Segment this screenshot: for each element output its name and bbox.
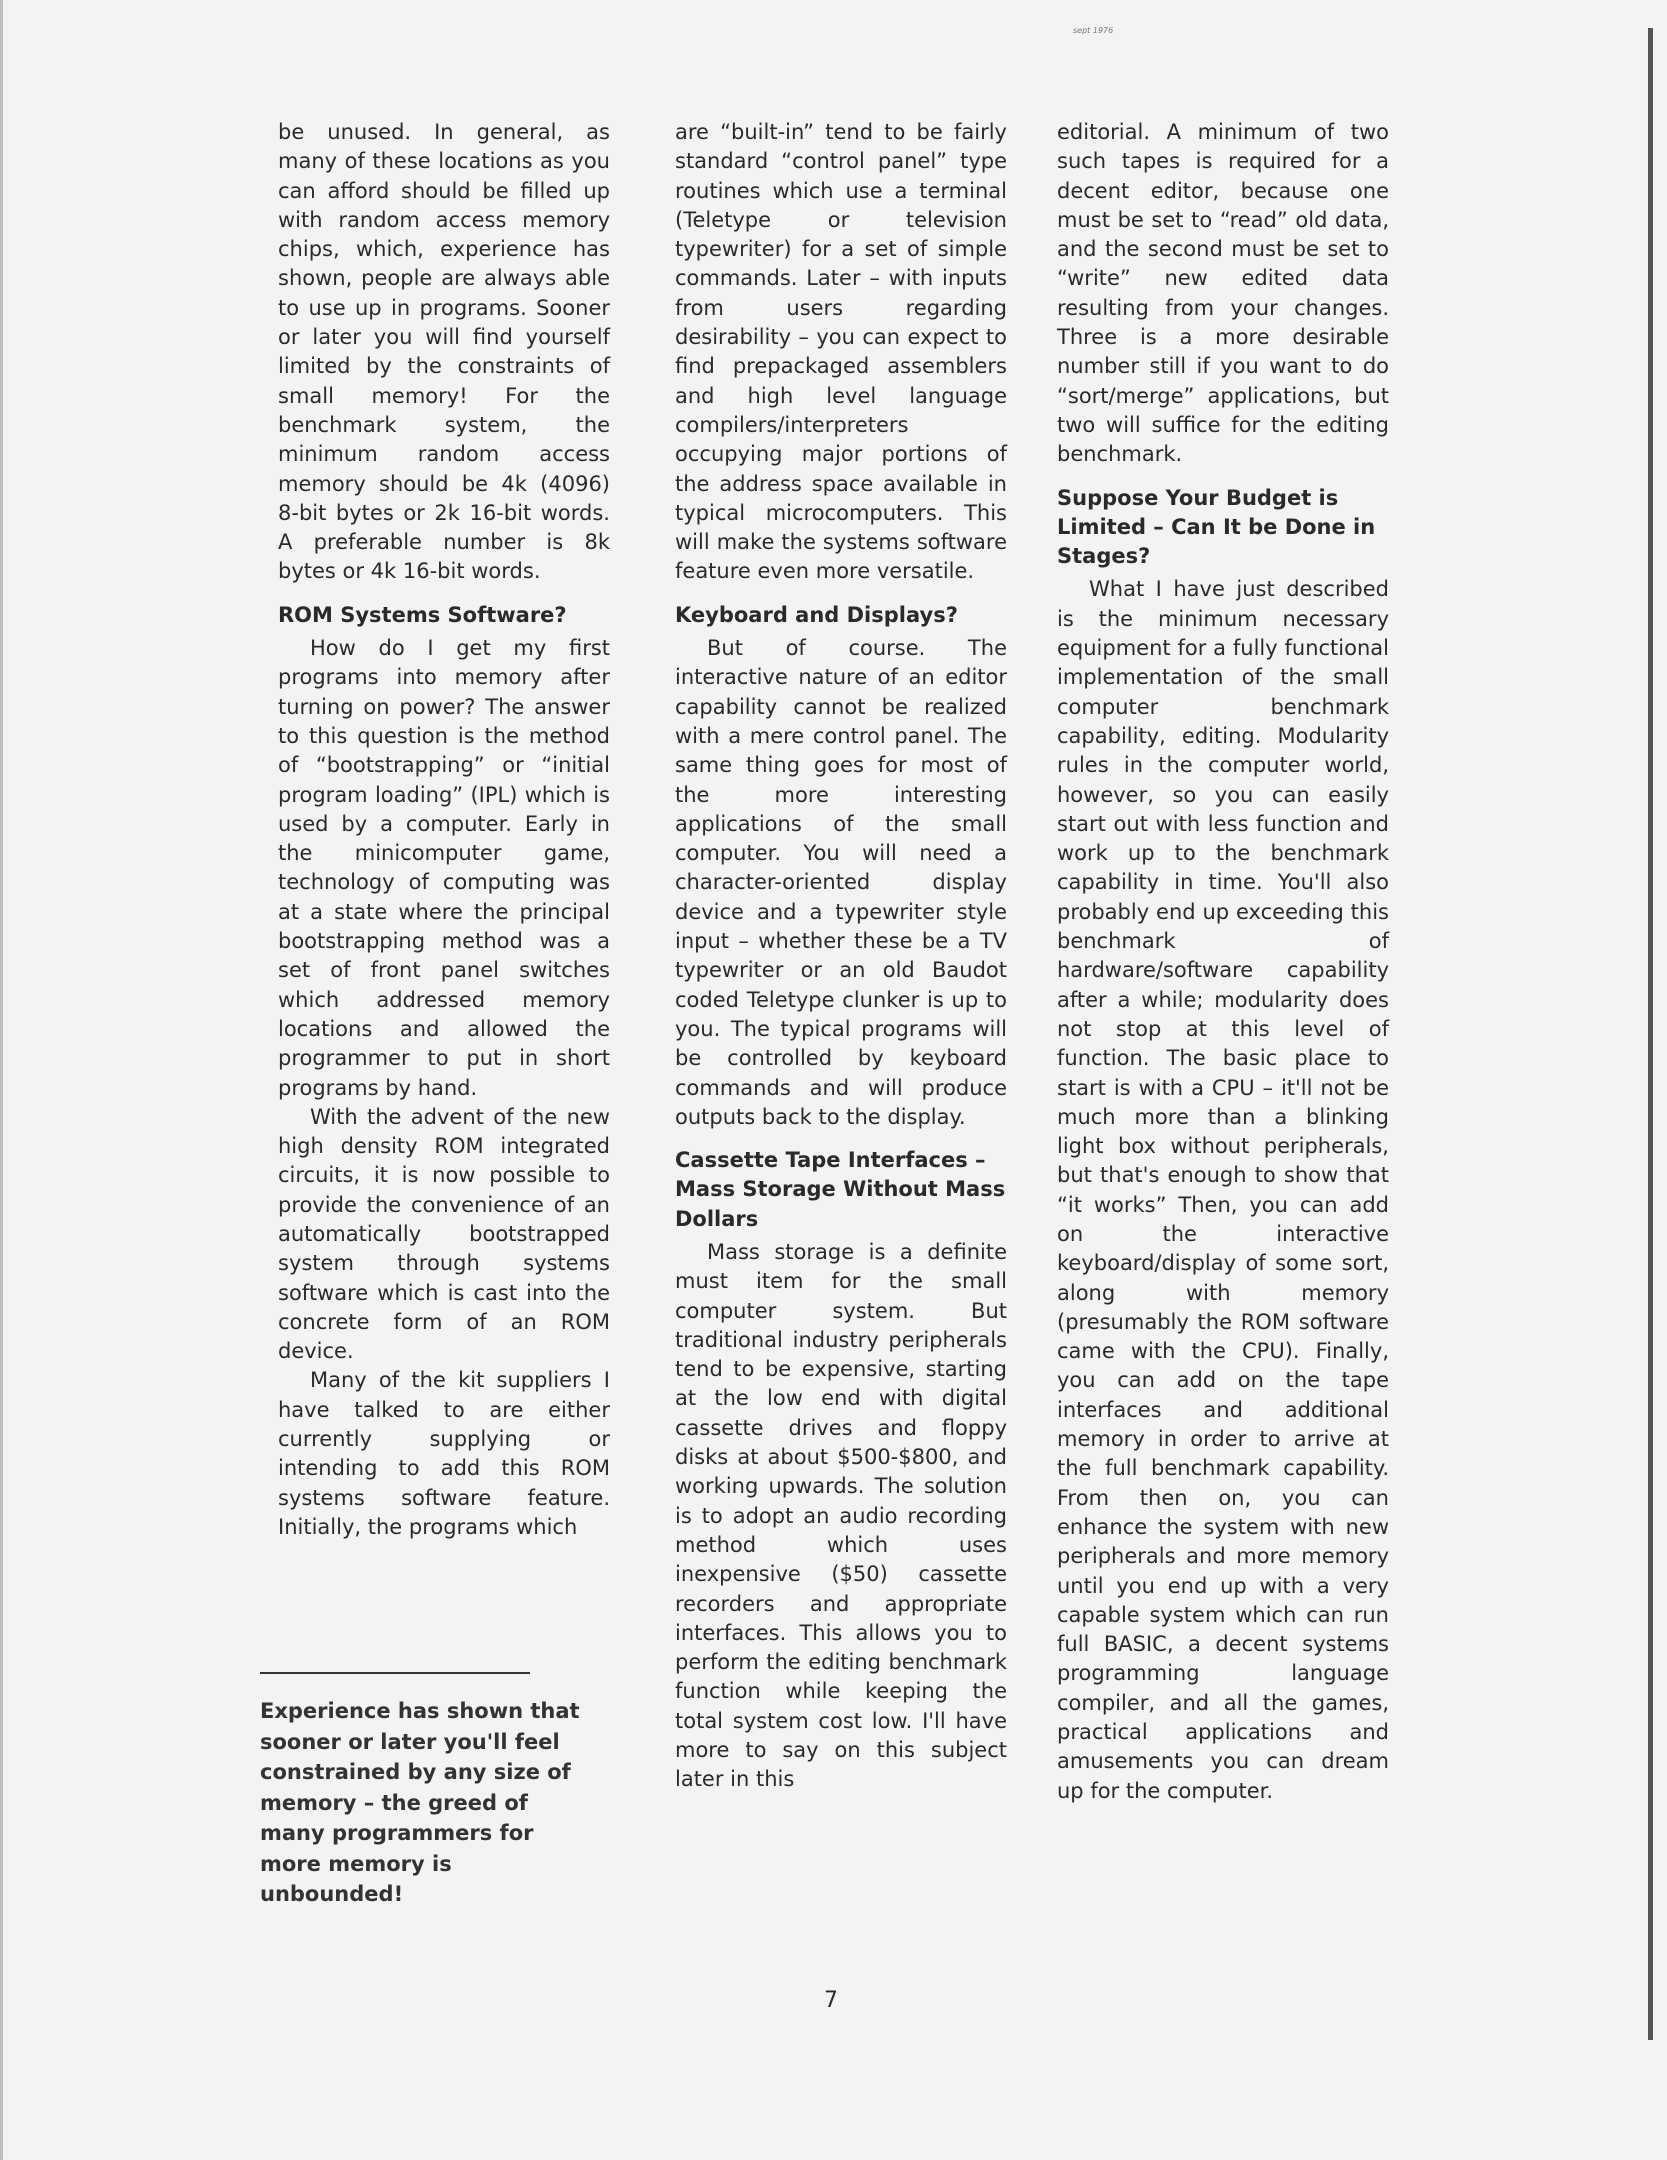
page-left-edge [0, 0, 3, 2160]
pull-quote [260, 1672, 580, 1910]
column-1 [278, 118, 610, 1542]
paragraph: editorial. A minimum of two such tapes is required for a decent editor, because one must be set to “read” old data, and the second must be set to “write” new edited data resulting from your changes. Three is a more desirable number still if you want to do “sort/merge” applications, but two will suffice for the editing benchmark. [1057, 120, 1389, 467]
column-3 [1057, 118, 1389, 1806]
page-number: 7 [824, 1988, 838, 2013]
paragraph: With the advent of the new high density ROM integrated circuits, it is now possible to provide the convenience of an automatically bootstrapped system through systems software which is cast into the concrete form of an ROM device. [278, 1104, 610, 1364]
handwritten-annotation: sept 1976 [1073, 26, 1114, 35]
paragraph: Many of the kit suppliers I have talked to are either currently supplying or intending to add this ROM systems software feature. Initially, the programs which [278, 1368, 610, 1539]
section-heading: Keyboard and Displays? [675, 602, 958, 627]
paragraph: What I have just described is the minimum necessary equipment for a fully functional implementation of the small computer benchmark capability, editing. Modularity rules in the computer world, however, so you can easily start out with less function and work up to the benchmark capability in time. You'll also probably end up exceeding this benchmark of hardware/software capability after a while; modularity does not stop at this level of function. The basic place to start is with a CPU – it'll not be much more than a blinking light box without peripherals, but that's enough to show that “it works” Then, you can add on the interactive keyboard/display of some sort, along with memory (presumably the ROM software came with the CPU). Finally, you can add on the tape interfaces and additional memory in order to arrive at the full benchmark capability. From then on, you can enhance the system with new peripherals and more memory until you end up with a very capable system which can run full BASIC, a decent systems programming language compiler, and all the games, practical applications and amusements you can dream up for the computer. [1057, 577, 1389, 1803]
section-heading: Suppose Your Budget is Limited – Can It be Done in Stages? [1057, 485, 1376, 569]
page-right-edge [1648, 28, 1653, 2040]
pull-quote-text: Experience has shown that sooner or later you'll feel constrained by any size of memory – the greed of many programmers for more memory is unbounded! [260, 1699, 580, 1906]
section-heading: Cassette Tape Interfaces – Mass Storage Without Mass Dollars [675, 1148, 1006, 1231]
pull-quote-rule [260, 1672, 530, 1674]
paragraph: How do I get my first programs into memory after turning on power? The answer to this question is the method of “bootstrapping” or “initial program loading” (IPL) which is used by a computer. Early in the minicomputer game, technology of computing was at a state where the principal bootstrapping method was a set of front panel switches which addressed memory locations and allowed the programmer to put in short programs by hand. [278, 636, 610, 1100]
paragraph: But of course. The interactive nature of an editor capability cannot be realized with a mere control panel. The same thing goes for most of the more interesting applications of the small computer. You will need a character-oriented display device and a typewriter style input – whether these be a TV typewriter or an old Baudot coded Teletype clunker is up to you. The typical programs will be controlled by keyboard commands and will produce outputs back to the display. [675, 636, 1007, 1129]
paragraph: are “built-in” tend to be fairly standard “control panel” type routines which use a terminal (Teletype or television typewriter) for a set of simple commands. Later – with inputs from users regarding desirability – you can expect to find prepackaged assemblers and high level language compilers/interpreters occupying major portions of the address space available in typical microcomputers. This will make the systems software feature even more versatile. [675, 120, 1007, 584]
section-heading: ROM Systems Software? [278, 602, 567, 627]
column-2 [675, 118, 1007, 1795]
paragraph: Mass storage is a definite must item for the small computer system. But traditional industry peripherals tend to be expensive, starting at the low end with digital cassette drives and floppy disks at about $500-$800, and working upwards. The solution is to adopt an audio recording method which uses inexpensive ($50) cassette recorders and appropriate interfaces. This allows you to perform the editing benchmark function while keeping the total system cost low. I'll have more to say on this subject later in this [675, 1239, 1007, 1792]
paragraph: be unused. In general, as many of these locations as you can afford should be filled up with random access memory chips, which, experience has shown, people are always able to use up in programs. Sooner or later you will find yourself limited by the constraints of small memory! For the benchmark system, the minimum random access memory should be 4k (4096) 8-bit bytes or 2k 16-bit words. A preferable number is 8k bytes or 4k 16-bit words. [278, 120, 610, 584]
